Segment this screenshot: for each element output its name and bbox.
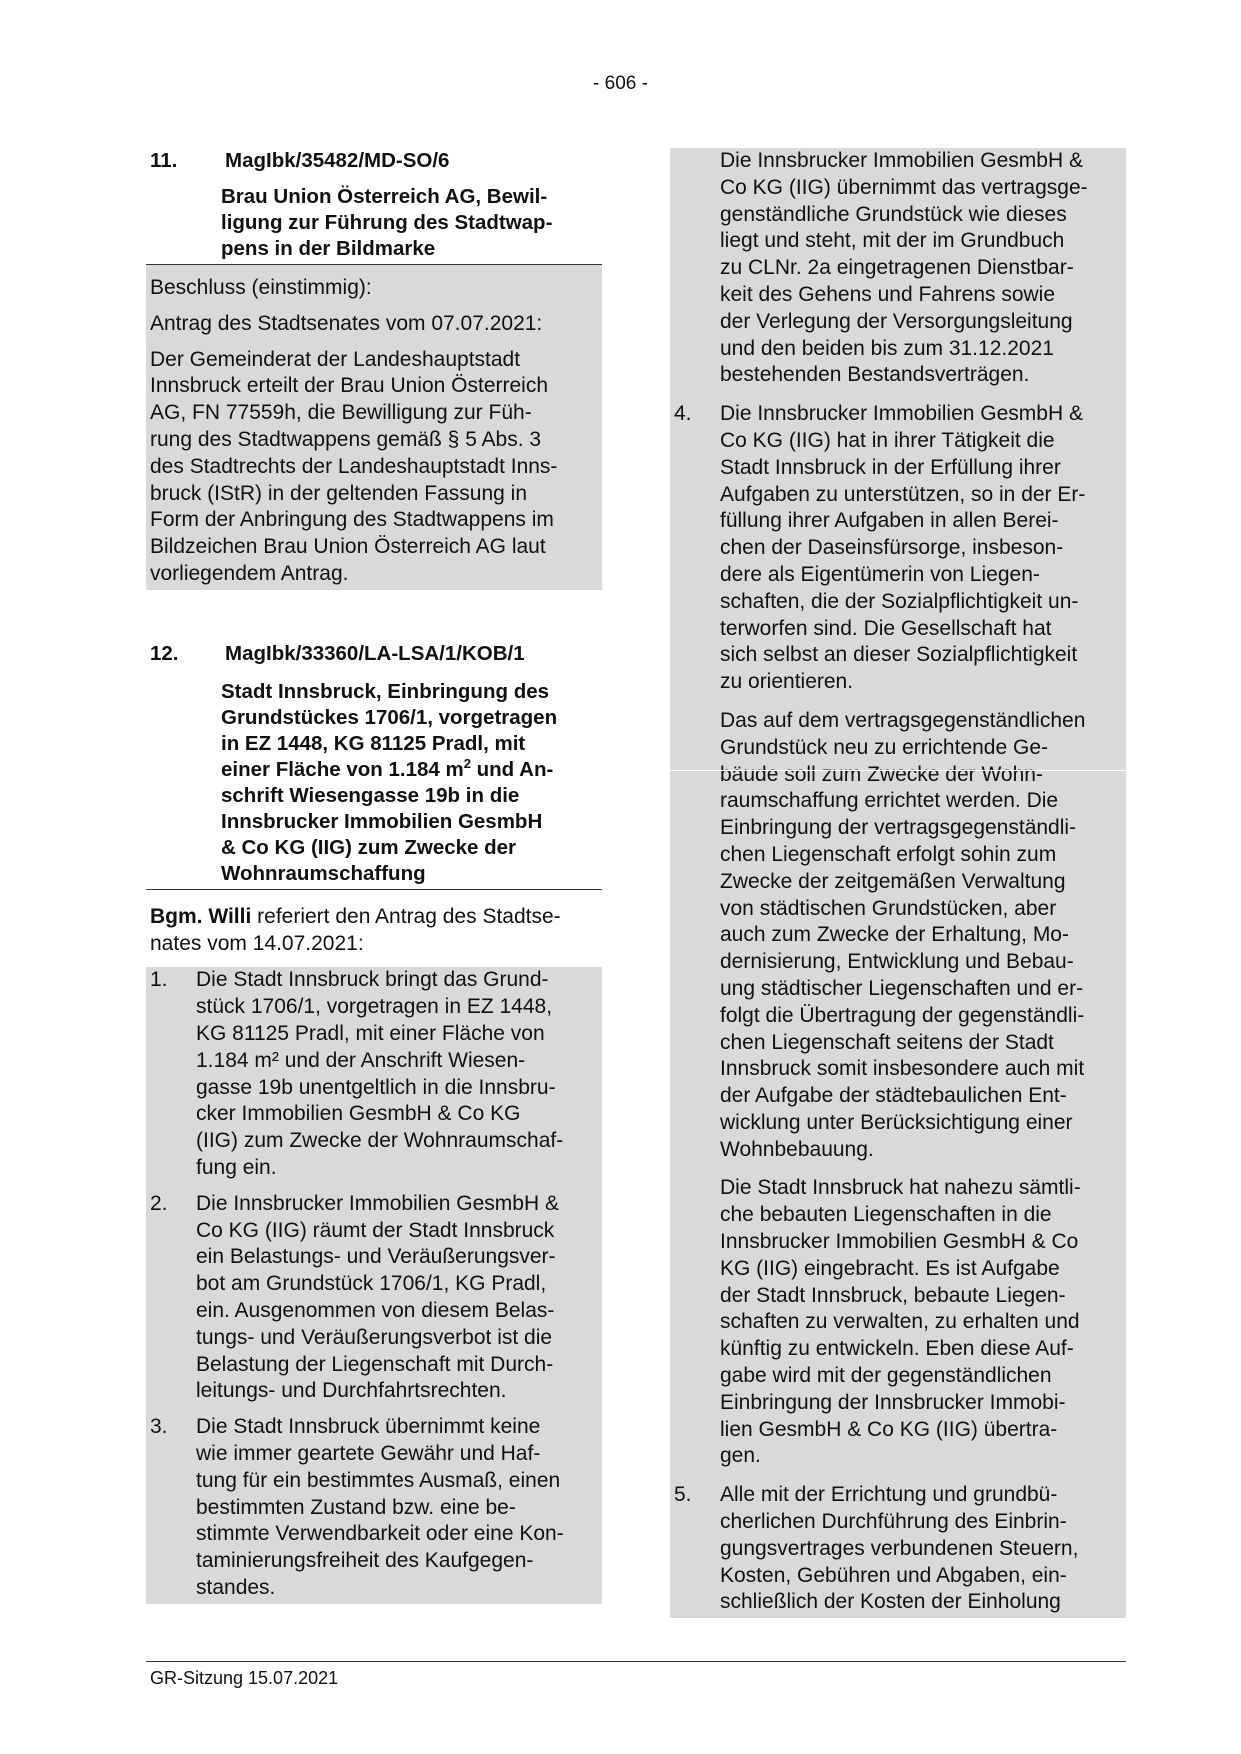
item-12-header xyxy=(146,641,602,667)
item-12-title-line: & Co KG (IIG) zum Zwecke der xyxy=(221,835,517,859)
footer-text: GR-Sitzung 15.07.2021 xyxy=(150,1668,339,1688)
item-11-header xyxy=(146,148,602,174)
item-12-title-line: Grundstückes 1706/1, vorgetragen xyxy=(221,705,558,729)
item-12-title-line: Wohnraumschaffung xyxy=(221,861,426,885)
list-item: 4. Die Innsbrucker Immobilien GesmbH & Co KG (IIG) hat in ihrer Tätigkeit die Stadt Innsbruck in der Erfüllung ihrer Aufgaben zu unterstützen, so in der Er- füllung ihrer Aufgaben in allen Berei- chen der Daseinsfürsorge, insbeson- dere als Eigentümerin von Liegen- schaften, die der Sozialpflichtigkeit un- terworfen sind. Die Gesellschaft hat sich selbst an dieser Sozialpflichtigkeit zu orientieren. xyxy=(674,402,1086,694)
page-number: - 606 - xyxy=(593,73,648,94)
list-item: 2. Die Innsbrucker Immobilien GesmbH & Co KG (IIG) räumt der Stadt Innsbruck ein Belastungs- und Veräußerungsver- bot am Grundstück 1706/1, KG Pradl, ein. Ausgenommen von diesem Belas- tungs- und Veräußerungsverbot ist die Belastung der Liegenschaft mit Durch- leitungs- und Durchfahrtsrechten. xyxy=(150,1191,559,1403)
item-11-title-line: ligung zur Führung des Stadtwap- xyxy=(221,211,553,234)
item-11-resolution xyxy=(146,265,602,590)
point-3-continuation: Die Innsbrucker Immobilien GesmbH & Co KG (IIG) übernimmt das vertragsge- genständliche Grundstück wie dieses liegt und steht, mit der im Grundbuch zu CLNr. 2a eingetragenen Dienstbar- keit des Gehens und Fahrens sowie der Verlegung der Versorgungsleitung und den beiden bis zum 31.12.2021 bestehenden Bestandsverträgen. xyxy=(720,149,1088,387)
resolution-text: Der Gemeinderat der Landeshauptstadt Innsbruck erteilt der Brau Union Österreich AG, FN 77559h, die Bewilligung zur Füh- rung des Stadtwappens gemäß § 5 Abs. 3 des Stadtrechts der Landeshauptstadt Inns- bruck (IStR) in der geltenden Fassung in Form der Anbringung des Stadtwappens im Bildzeichen Brau Union Österreich AG laut vorliegendem Antrag. xyxy=(150,347,558,585)
item-12-title xyxy=(146,679,602,890)
point-4-paragraph: Die Stadt Innsbruck hat nahezu sämtli- che bebauten Liegenschaften in die Innsbrucker Immobilien GesmbH & Co KG (IIG) eingebracht. Es ist Aufgabe der Stadt Innsbruck, bebaute Liegen- schaften zu verwalten, zu erhalten und künftig zu entwickeln. Eben diese Auf- gabe wird mit der gegenständlichen Einbringung der Innsbrucker Immobi- lien GesmbH & Co KG (IIG) übertra- gen. xyxy=(720,1176,1081,1468)
list-item: 1. Die Stadt Innsbruck bringt das Grund- stück 1706/1, vorgetragen in EZ 1448, KG 81125 Pradl, mit einer Fläche von 1.184 m² und der Anschrift Wiesen- gasse 19b unentgeltlich in die Innsbru- cker Immobilien GesmbH & Co KG (IIG) zum Zwecke der Wohnraumschaf- fung ein. xyxy=(150,968,564,1179)
shade-divider xyxy=(670,770,1126,771)
right-column-points xyxy=(670,148,1126,1618)
right-column xyxy=(670,148,1126,1618)
item-11-title xyxy=(146,184,602,265)
speaker-name: Bgm. Willi xyxy=(150,904,252,928)
item-12-reference: MagIbk/33360/LA-LSA/1/KOB/1 xyxy=(225,641,525,665)
item-12-points xyxy=(146,967,602,1603)
item-12-intro: Bgm. Willi referiert den Antrag des Stadtse- nates vom 14.07.2021: xyxy=(150,904,561,955)
point-4-paragraph: Das auf dem vertragsgegenständlichen Grundstück neu zu errichtende Ge- bäude soll zum Zwecke der Wohn- raumschaffung errichtet werden. Die Einbringung der vertragsgegenständli- chen Liegenschaft erfolgt sohin zum Zwecke der zeitgemäßen Verwaltung von städtischen Grundstücken, aber auch zum Zwecke der Erhaltung, Mo- dernisierung, Entwicklung und Bebau- ung städtischer Liegenschaften und er- folgt die Übertragung der gegenständli- chen Liegenschaft seitens der Stadt Innsbruck somit insbesondere auch mit der Aufgabe der städtebaulichen Ent- wicklung unter Berücksichtigung einer Wohnbebauung. xyxy=(720,708,1086,1161)
motion-label: Antrag des Stadtsenates vom 07.07.2021: xyxy=(150,311,543,335)
item-12-title-line: Stadt Innsbruck, Einbringung des xyxy=(221,679,550,703)
list-item: 5. Alle mit der Errichtung und grundbü- cherlichen Durchführung des Einbrin- gungsvertrages verbundenen Steuern, Kosten, Gebühren und Abgaben, ein- schließlich der Kosten der Einholung xyxy=(674,1483,1079,1614)
item-12-number: 12. xyxy=(150,641,179,665)
item-12-title-line: schrift Wiesengasse 19b in die xyxy=(221,783,520,807)
left-column xyxy=(146,148,602,1604)
item-12-title-line: Innsbrucker Immobilien GesmbH xyxy=(221,809,543,833)
decision-label: Beschluss (einstimmig): xyxy=(150,276,372,299)
item-11-title-line: Brau Union Österreich AG, Bewil- xyxy=(221,185,548,208)
item-11-reference: MagIbk/35482/MD-SO/6 xyxy=(225,149,450,172)
footer-rule xyxy=(146,1661,1126,1662)
item-12-title-line: in EZ 1448, KG 81125 Pradl, mit xyxy=(221,731,526,755)
item-12-title-line: einer Fläche von 1.184 $m^2$ und An- xyxy=(221,755,554,781)
item-11-number: 11. xyxy=(150,149,178,172)
item-11-title-line: pens in der Bildmarke xyxy=(221,237,436,260)
list-item: 3. Die Stadt Innsbruck übernimmt keine wie immer geartete Gewähr und Haf- tung für ein bestimmtes Ausmaß, einen bestimmten Zustand bzw. eine be- stimmte Verwendbarkeit oder eine Kon- taminierungsfreiheit des Kaufgegen- standes. xyxy=(150,1415,564,1599)
